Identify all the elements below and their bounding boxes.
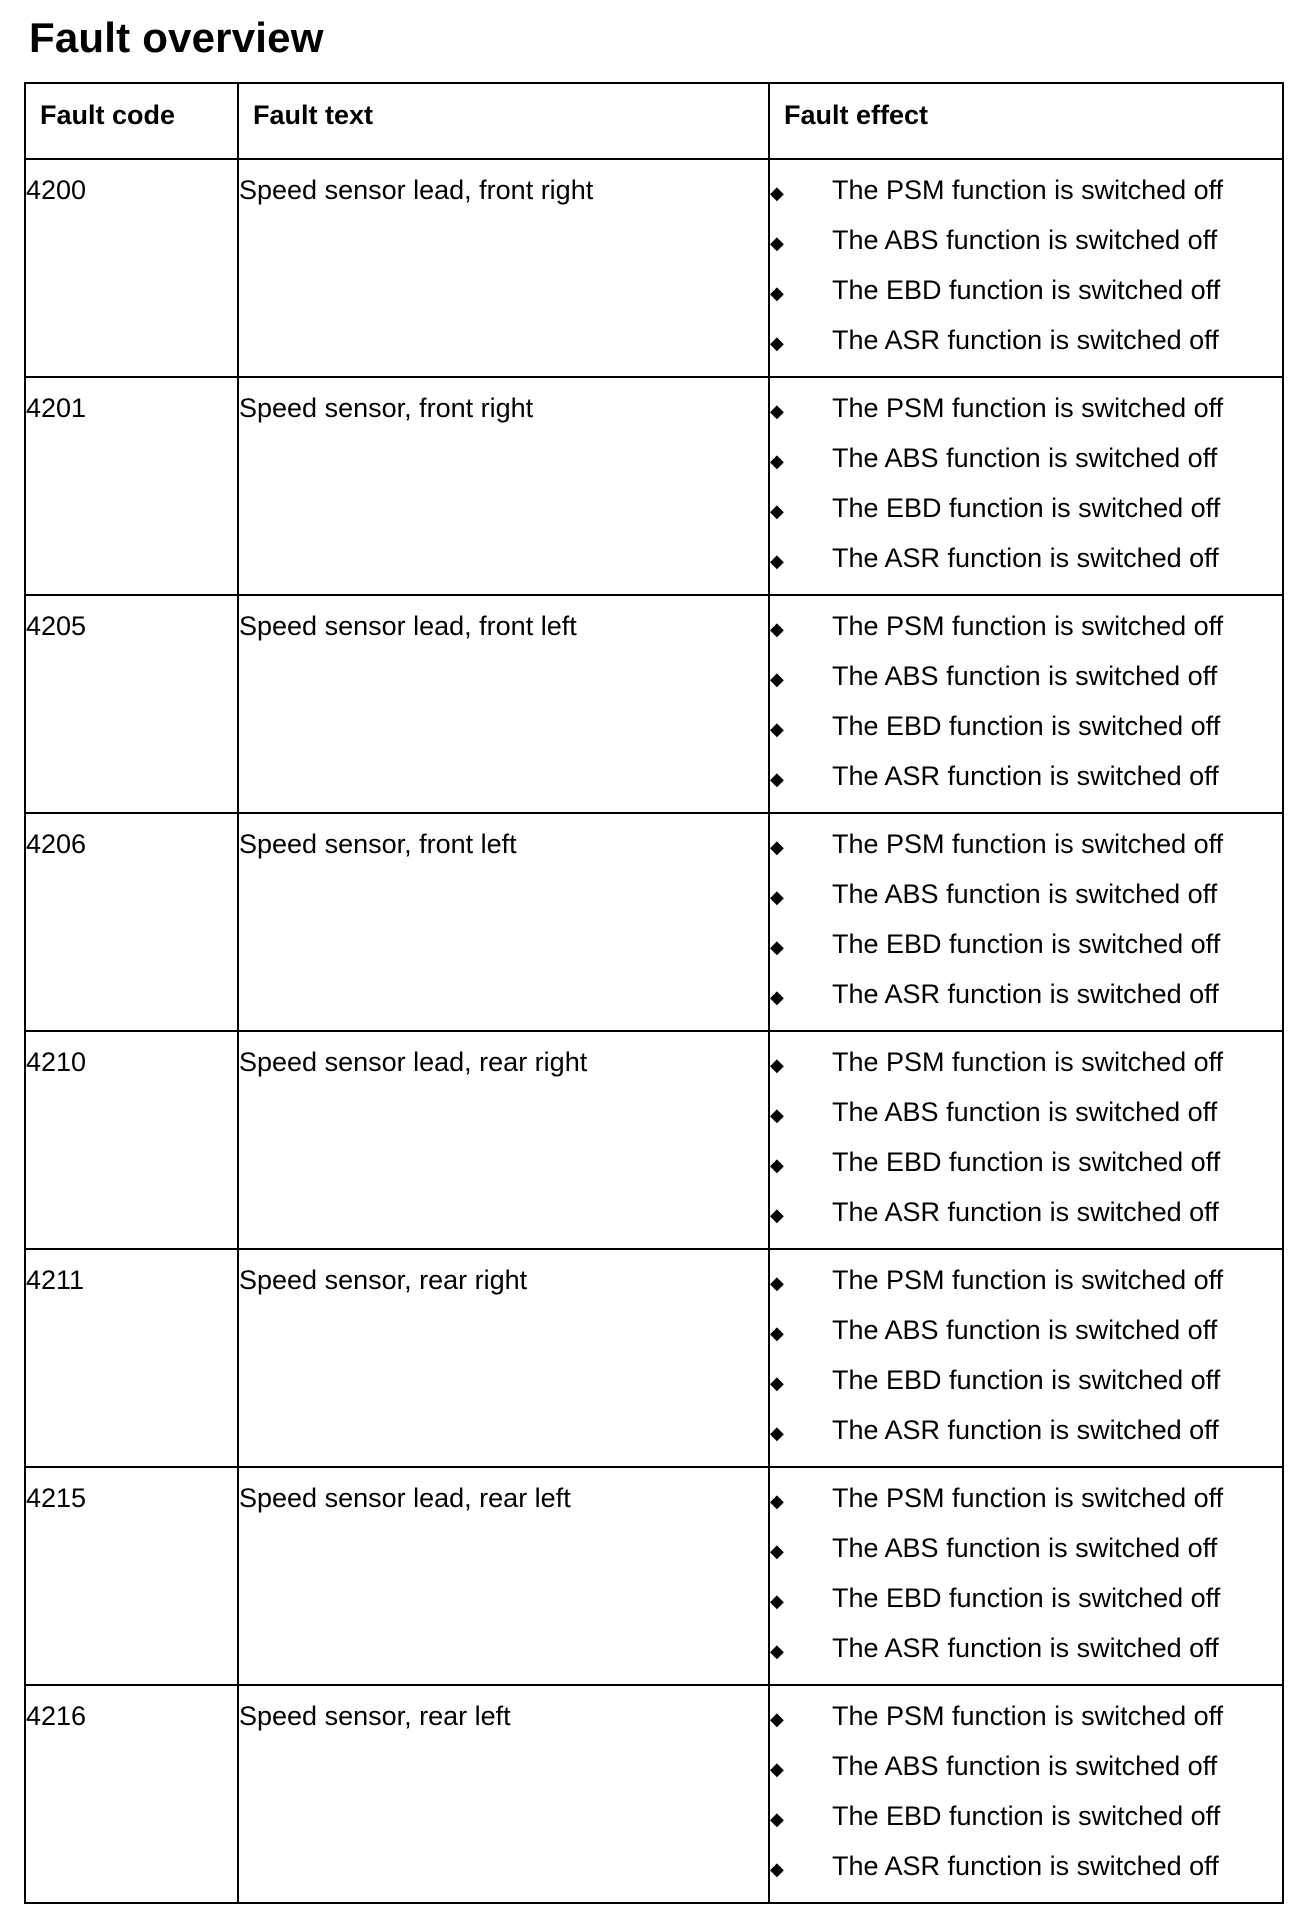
effect-item <box>770 435 1282 485</box>
effect-item <box>770 1189 1282 1239</box>
table-row-4210 <box>25 1031 1283 1249</box>
effect-item <box>770 1257 1282 1307</box>
effect-text: The PSM function is switched off <box>832 1701 1224 1731</box>
fault-code-cell: 4206 <box>25 813 238 1031</box>
diamond-bullet-icon: ◆ <box>770 551 784 571</box>
diamond-bullet-icon: ◆ <box>770 1205 784 1225</box>
diamond-bullet-icon: ◆ <box>770 1373 784 1393</box>
effect-text: The ASR function is switched off <box>832 1633 1219 1663</box>
table-row-4201 <box>25 377 1283 595</box>
fault-code-cell: 4216 <box>25 1685 238 1903</box>
fault-code-cell: 4200 <box>25 159 238 377</box>
header-fault-effect: Fault effect <box>769 83 1283 159</box>
table-row-4200 <box>25 159 1283 377</box>
fault-effect-cell <box>769 1249 1283 1467</box>
effect-list <box>770 167 1282 367</box>
effect-item <box>770 317 1282 367</box>
effect-item <box>770 603 1282 653</box>
fault-code-cell: 4205 <box>25 595 238 813</box>
effect-text: The EBD function is switched off <box>832 929 1221 959</box>
effect-item <box>770 1525 1282 1575</box>
table-header-row <box>25 83 1283 159</box>
fault-code-cell: 4211 <box>25 1249 238 1467</box>
diamond-bullet-icon: ◆ <box>770 401 784 421</box>
fault-effect-cell <box>769 595 1283 813</box>
effect-text: The EBD function is switched off <box>832 493 1221 523</box>
diamond-bullet-icon: ◆ <box>770 233 784 253</box>
diamond-bullet-icon: ◆ <box>770 937 784 957</box>
effect-item <box>770 821 1282 871</box>
fault-overview-table <box>24 82 1284 1904</box>
effect-item <box>770 1307 1282 1357</box>
diamond-bullet-icon: ◆ <box>770 887 784 907</box>
effect-text: The ABS function is switched off <box>832 1533 1218 1563</box>
fault-effect-cell <box>769 377 1283 595</box>
effect-item <box>770 1575 1282 1625</box>
effect-text: The ABS function is switched off <box>832 879 1218 909</box>
effect-item <box>770 485 1282 535</box>
effect-text: The PSM function is switched off <box>832 175 1224 205</box>
effect-text: The EBD function is switched off <box>832 275 1221 305</box>
diamond-bullet-icon: ◆ <box>770 987 784 1007</box>
effect-item <box>770 1357 1282 1407</box>
diamond-bullet-icon: ◆ <box>770 451 784 471</box>
effect-text: The EBD function is switched off <box>832 1147 1221 1177</box>
diamond-bullet-icon: ◆ <box>770 1709 784 1729</box>
table-row-4215 <box>25 1467 1283 1685</box>
diamond-bullet-icon: ◆ <box>770 1809 784 1829</box>
effect-item <box>770 1693 1282 1743</box>
effect-text: The EBD function is switched off <box>832 1583 1221 1613</box>
effect-item <box>770 921 1282 971</box>
fault-text-cell: Speed sensor, rear left <box>238 1685 769 1903</box>
diamond-bullet-icon: ◆ <box>770 1759 784 1779</box>
diamond-bullet-icon: ◆ <box>770 501 784 521</box>
diamond-bullet-icon: ◆ <box>770 719 784 739</box>
effect-list <box>770 603 1282 803</box>
effect-item <box>770 1089 1282 1139</box>
effect-text: The ABS function is switched off <box>832 661 1218 691</box>
effect-text: The PSM function is switched off <box>832 611 1224 641</box>
diamond-bullet-icon: ◆ <box>770 1641 784 1661</box>
effect-item <box>770 703 1282 753</box>
diamond-bullet-icon: ◆ <box>770 1491 784 1511</box>
effect-item <box>770 971 1282 1021</box>
fault-code-cell: 4210 <box>25 1031 238 1249</box>
effect-item <box>770 535 1282 585</box>
diamond-bullet-icon: ◆ <box>770 619 784 639</box>
effect-item <box>770 1039 1282 1089</box>
effect-item <box>770 1475 1282 1525</box>
fault-effect-cell <box>769 1685 1283 1903</box>
fault-code-cell: 4215 <box>25 1467 238 1685</box>
effect-text: The ASR function is switched off <box>832 325 1219 355</box>
fault-text-cell: Speed sensor lead, rear left <box>238 1467 769 1685</box>
diamond-bullet-icon: ◆ <box>770 1423 784 1443</box>
table-row-4206 <box>25 813 1283 1031</box>
effect-item <box>770 217 1282 267</box>
diamond-bullet-icon: ◆ <box>770 1155 784 1175</box>
effect-item <box>770 1407 1282 1457</box>
effect-text: The PSM function is switched off <box>832 1265 1224 1295</box>
diamond-bullet-icon: ◆ <box>770 1273 784 1293</box>
effect-text: The ASR function is switched off <box>832 543 1219 573</box>
effect-list <box>770 1693 1282 1893</box>
effect-text: The ABS function is switched off <box>832 225 1218 255</box>
diamond-bullet-icon: ◆ <box>770 1541 784 1561</box>
effect-list <box>770 385 1282 585</box>
diamond-bullet-icon: ◆ <box>770 1323 784 1343</box>
table-row-4216 <box>25 1685 1283 1903</box>
diamond-bullet-icon: ◆ <box>770 669 784 689</box>
fault-text-cell: Speed sensor, rear right <box>238 1249 769 1467</box>
fault-text-cell: Speed sensor lead, front left <box>238 595 769 813</box>
fault-code-cell: 4201 <box>25 377 238 595</box>
diamond-bullet-icon: ◆ <box>770 769 784 789</box>
effect-item <box>770 1793 1282 1843</box>
effect-item <box>770 1625 1282 1675</box>
effect-text: The ASR function is switched off <box>832 1415 1219 1445</box>
effect-text: The ASR function is switched off <box>832 1851 1219 1881</box>
table-body <box>25 159 1283 1903</box>
effect-text: The PSM function is switched off <box>832 1483 1224 1513</box>
diamond-bullet-icon: ◆ <box>770 837 784 857</box>
page-title: Fault overview <box>29 14 324 61</box>
diamond-bullet-icon: ◆ <box>770 1591 784 1611</box>
diamond-bullet-icon: ◆ <box>770 183 784 203</box>
effect-list <box>770 1257 1282 1457</box>
diamond-bullet-icon: ◆ <box>770 1055 784 1075</box>
fault-effect-cell <box>769 1031 1283 1249</box>
effect-item <box>770 1139 1282 1189</box>
effect-text: The ABS function is switched off <box>832 443 1218 473</box>
diamond-bullet-icon: ◆ <box>770 1105 784 1125</box>
effect-text: The PSM function is switched off <box>832 393 1224 423</box>
effect-item <box>770 871 1282 921</box>
effect-item <box>770 1743 1282 1793</box>
effect-text: The ABS function is switched off <box>832 1315 1218 1345</box>
fault-effect-cell <box>769 159 1283 377</box>
effect-text: The ABS function is switched off <box>832 1097 1218 1127</box>
fault-effect-cell <box>769 813 1283 1031</box>
effect-text: The ASR function is switched off <box>832 761 1219 791</box>
effect-text: The EBD function is switched off <box>832 1801 1221 1831</box>
effect-item <box>770 1843 1282 1893</box>
fault-text-cell: Speed sensor, front left <box>238 813 769 1031</box>
effect-text: The PSM function is switched off <box>832 1047 1224 1077</box>
diamond-bullet-icon: ◆ <box>770 333 784 353</box>
effect-text: The EBD function is switched off <box>832 711 1221 741</box>
header-fault-code: Fault code <box>25 83 238 159</box>
effect-text: The ASR function is switched off <box>832 979 1219 1009</box>
effect-list <box>770 821 1282 1021</box>
effect-text: The EBD function is switched off <box>832 1365 1221 1395</box>
fault-effect-cell <box>769 1467 1283 1685</box>
fault-text-cell: Speed sensor lead, rear right <box>238 1031 769 1249</box>
table-row-4211 <box>25 1249 1283 1467</box>
effect-text: The ASR function is switched off <box>832 1197 1219 1227</box>
effect-list <box>770 1475 1282 1675</box>
fault-text-cell: Speed sensor, front right <box>238 377 769 595</box>
header-fault-text: Fault text <box>238 83 769 159</box>
effect-item <box>770 167 1282 217</box>
diamond-bullet-icon: ◆ <box>770 283 784 303</box>
fault-text-cell: Speed sensor lead, front right <box>238 159 769 377</box>
effect-text: The ABS function is switched off <box>832 1751 1218 1781</box>
effect-item <box>770 653 1282 703</box>
effect-item <box>770 753 1282 803</box>
effect-item <box>770 385 1282 435</box>
effect-text: The PSM function is switched off <box>832 829 1224 859</box>
table-row-4205 <box>25 595 1283 813</box>
effect-list <box>770 1039 1282 1239</box>
diamond-bullet-icon: ◆ <box>770 1859 784 1879</box>
effect-item <box>770 267 1282 317</box>
